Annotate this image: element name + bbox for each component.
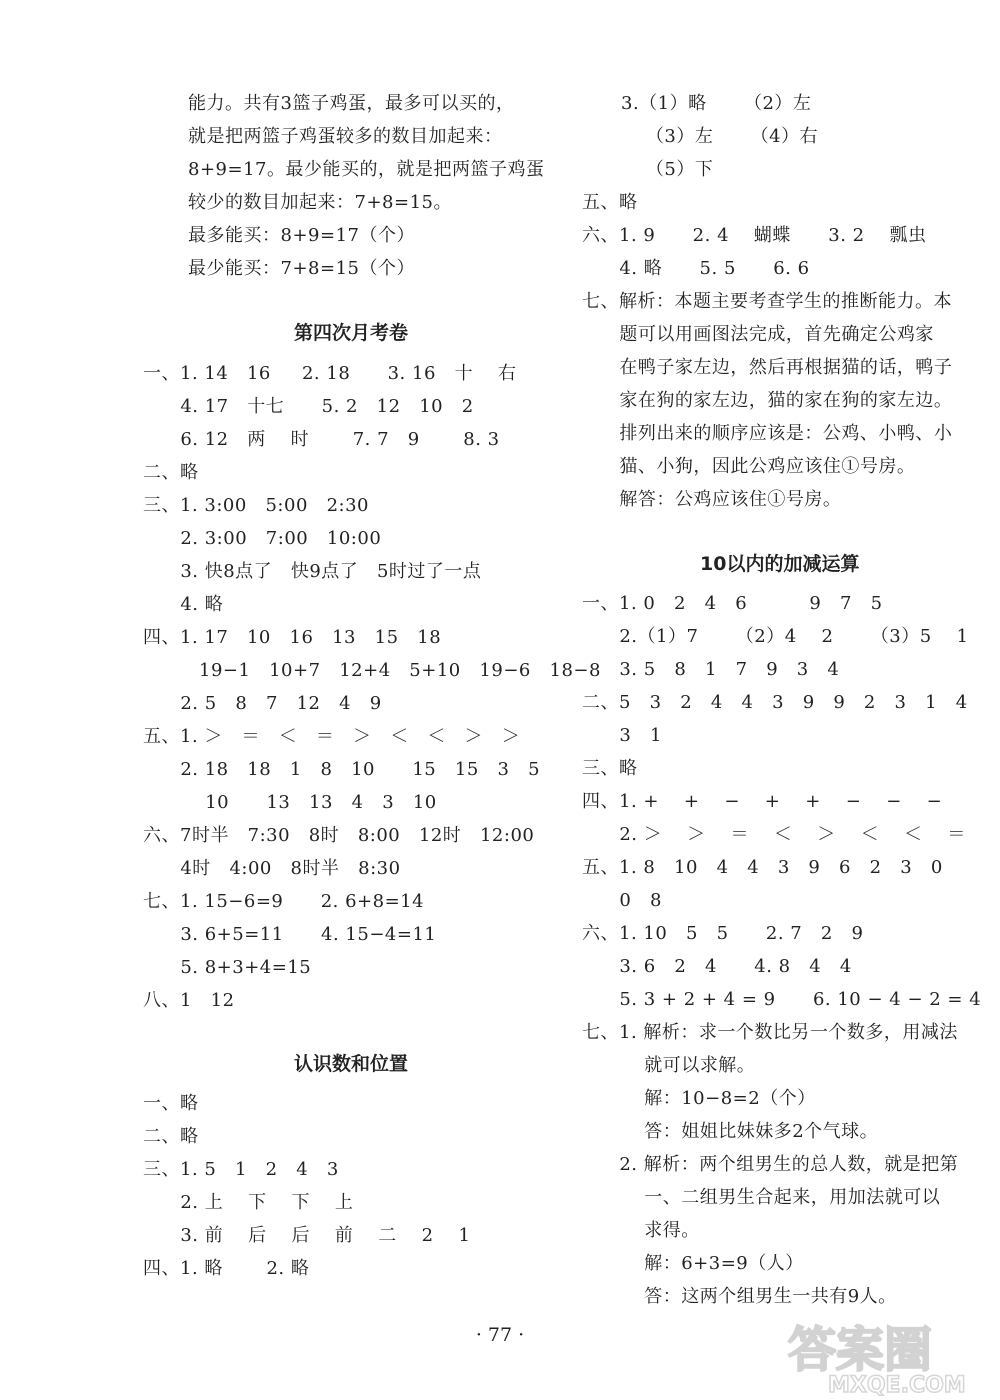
answer-line: 答：这两个组男生一共有9人。 xyxy=(582,1286,897,1307)
section-title: 认识数和位置 xyxy=(294,1053,409,1075)
answer-line: 4时 4:00 8时半 8:30 xyxy=(143,858,401,879)
answer-line: 七、1. 15−6=9 2. 6+8=14 xyxy=(143,891,425,912)
text-line: 最多能买：8+9=17（个） xyxy=(188,225,415,246)
page-number: · 77 · xyxy=(475,1324,525,1346)
text-line: 较少的数目加起来：7+8=15。 xyxy=(188,192,452,213)
answer-line: 八、1 12 xyxy=(143,990,235,1011)
answer-line: 2. 5 8 7 12 4 9 xyxy=(143,693,382,714)
answer-line: 4. 略 xyxy=(143,594,224,615)
answer-line: 二、略 xyxy=(143,1126,199,1147)
watermark-cn: 答案圈 xyxy=(788,1322,933,1378)
answer-line: 三、1. 5 1 2 4 3 xyxy=(143,1159,339,1180)
answer-line: （3）左 （4）右 xyxy=(621,126,819,147)
section-title: 10以内的加减运算 xyxy=(700,553,860,575)
answer-line: 5. 3 + 2 + 4 = 9 6. 10 − 4 − 2 = 4 xyxy=(582,989,982,1010)
answer-line: 二、略 xyxy=(143,462,199,483)
answer-line: 2. 上 下 下 上 xyxy=(143,1192,354,1213)
watermark-logo xyxy=(780,1318,990,1396)
answer-line: 3. 5 8 1 7 9 3 4 xyxy=(582,659,840,680)
answer-line: 3. 快8点了 快9点了 5时过了一点 xyxy=(143,561,482,582)
answer-line: 2. ＞ ＞ ＝ ＜ ＞ ＜ ＜ ＝ xyxy=(582,824,966,845)
answer-line: 一、1. 14 16 2. 18 3. 16 十 右 xyxy=(143,363,517,384)
answer-line: 二、5 3 2 4 4 3 9 9 2 3 1 4 xyxy=(582,692,968,713)
answer-line: 一、二组男生合起来，用加法就可以 xyxy=(582,1187,941,1208)
answer-line: 五、1. ＞ ＝ ＜ ＝ ＞ ＜ ＜ ＞ ＞ xyxy=(143,726,521,747)
text-line: 能力。共有3篮子鸡蛋，最多可以买的， xyxy=(188,93,515,114)
answer-line: 排列出来的顺序应该是：公鸡、小鸭、小 xyxy=(582,423,953,444)
answer-line: 答：姐姐比妹妹多2个气球。 xyxy=(582,1121,879,1142)
answer-line: 5. 8+3+4=15 xyxy=(143,957,312,978)
answer-line: 七、1. 解析：求一个数比另一个数多，用减法 xyxy=(582,1022,958,1043)
answer-line: 七、解析：本题主要考查学生的推断能力。本 xyxy=(582,291,952,312)
answer-line: 10 13 13 4 3 10 xyxy=(143,792,437,813)
answer-line: 题可以用画图法完成，首先确定公鸡家 xyxy=(582,324,934,345)
answer-line: 2. 解析：两个组男生的总人数，就是把第 xyxy=(582,1154,959,1175)
answer-line: 就可以求解。 xyxy=(582,1055,756,1076)
answer-line: 2. 3:00 7:00 10:00 xyxy=(143,528,382,549)
answer-line: 19−1 10+7 12+4 5+10 19−6 18−8 xyxy=(143,660,601,681)
answer-line: 六、1. 10 5 5 2. 7 2 9 xyxy=(582,923,864,944)
text-line: 最少能买：7+8=15（个） xyxy=(188,258,415,279)
watermark-en: MXQE.COM xyxy=(828,1373,966,1396)
answer-line: 家在狗的家左边，猫的家在狗的家左边。 xyxy=(582,390,953,411)
answer-line: 在鸭子家左边，然后再根据猫的话，鸭子 xyxy=(582,357,953,378)
answer-line: 一、1. 0 2 4 6 9 7 5 xyxy=(582,593,883,614)
answer-line: 四、1. 17 10 16 13 15 18 xyxy=(143,627,442,648)
answer-line: 解：6+3=9（人） xyxy=(582,1253,804,1274)
answer-line: 6. 12 两 时 7. 7 9 8. 3 xyxy=(143,429,500,450)
answer-line: 3. 6 2 4 4. 8 4 4 xyxy=(582,956,852,977)
answer-line: （5）下 xyxy=(621,159,714,180)
answer-line: 三、1. 3:00 5:00 2:30 xyxy=(143,495,369,516)
answer-line: 0 8 xyxy=(582,890,662,911)
answer-line: 3. 6+5=11 4. 15−4=11 xyxy=(143,924,437,945)
answer-line: 解答：公鸡应该住①号房。 xyxy=(582,489,842,510)
answer-line: 2.（1）7 （2）4 2 （3）5 1 xyxy=(582,626,969,647)
answer-line: 解：10−8=2（个） xyxy=(582,1088,816,1109)
section-title: 第四次月考卷 xyxy=(294,322,409,344)
text-line: 8+9=17。最少能买的，就是把两篮子鸡蛋 xyxy=(188,159,545,180)
answer-line: 2. 18 18 1 8 10 15 15 3 5 xyxy=(143,759,541,780)
answer-line: 4. 17 十七 5. 2 12 10 2 xyxy=(143,396,474,417)
answer-line: 六、1. 9 2. 4 蝴蝶 3. 2 瓢虫 xyxy=(582,225,927,246)
answer-line: 4. 略 5. 5 6. 6 xyxy=(582,258,810,279)
answer-line: 六、7时半 7:30 8时 8:00 12时 12:00 xyxy=(143,825,535,846)
text-line: 就是把两篮子鸡蛋较多的数目加起来： xyxy=(188,126,503,147)
answer-line: 三、略 xyxy=(582,758,638,779)
answer-line: 求得。 xyxy=(582,1220,700,1241)
answer-line: 3 1 xyxy=(582,725,662,746)
answer-line: 五、1. 8 10 4 4 3 9 6 2 3 0 xyxy=(582,857,943,878)
answer-line: 四、1. 略 2. 略 xyxy=(143,1258,310,1279)
answer-line: 猫、小狗，因此公鸡应该住①号房。 xyxy=(582,456,916,477)
answer-line: 五、略 xyxy=(582,192,638,213)
answer-line: 3. 前 后 后 前 二 2 1 xyxy=(143,1225,471,1246)
answer-line: 四、1. + + − + + − − − xyxy=(582,791,943,812)
answer-line: 一、略 xyxy=(143,1093,199,1114)
answer-line: 3.（1）略 （2）左 xyxy=(621,93,812,114)
